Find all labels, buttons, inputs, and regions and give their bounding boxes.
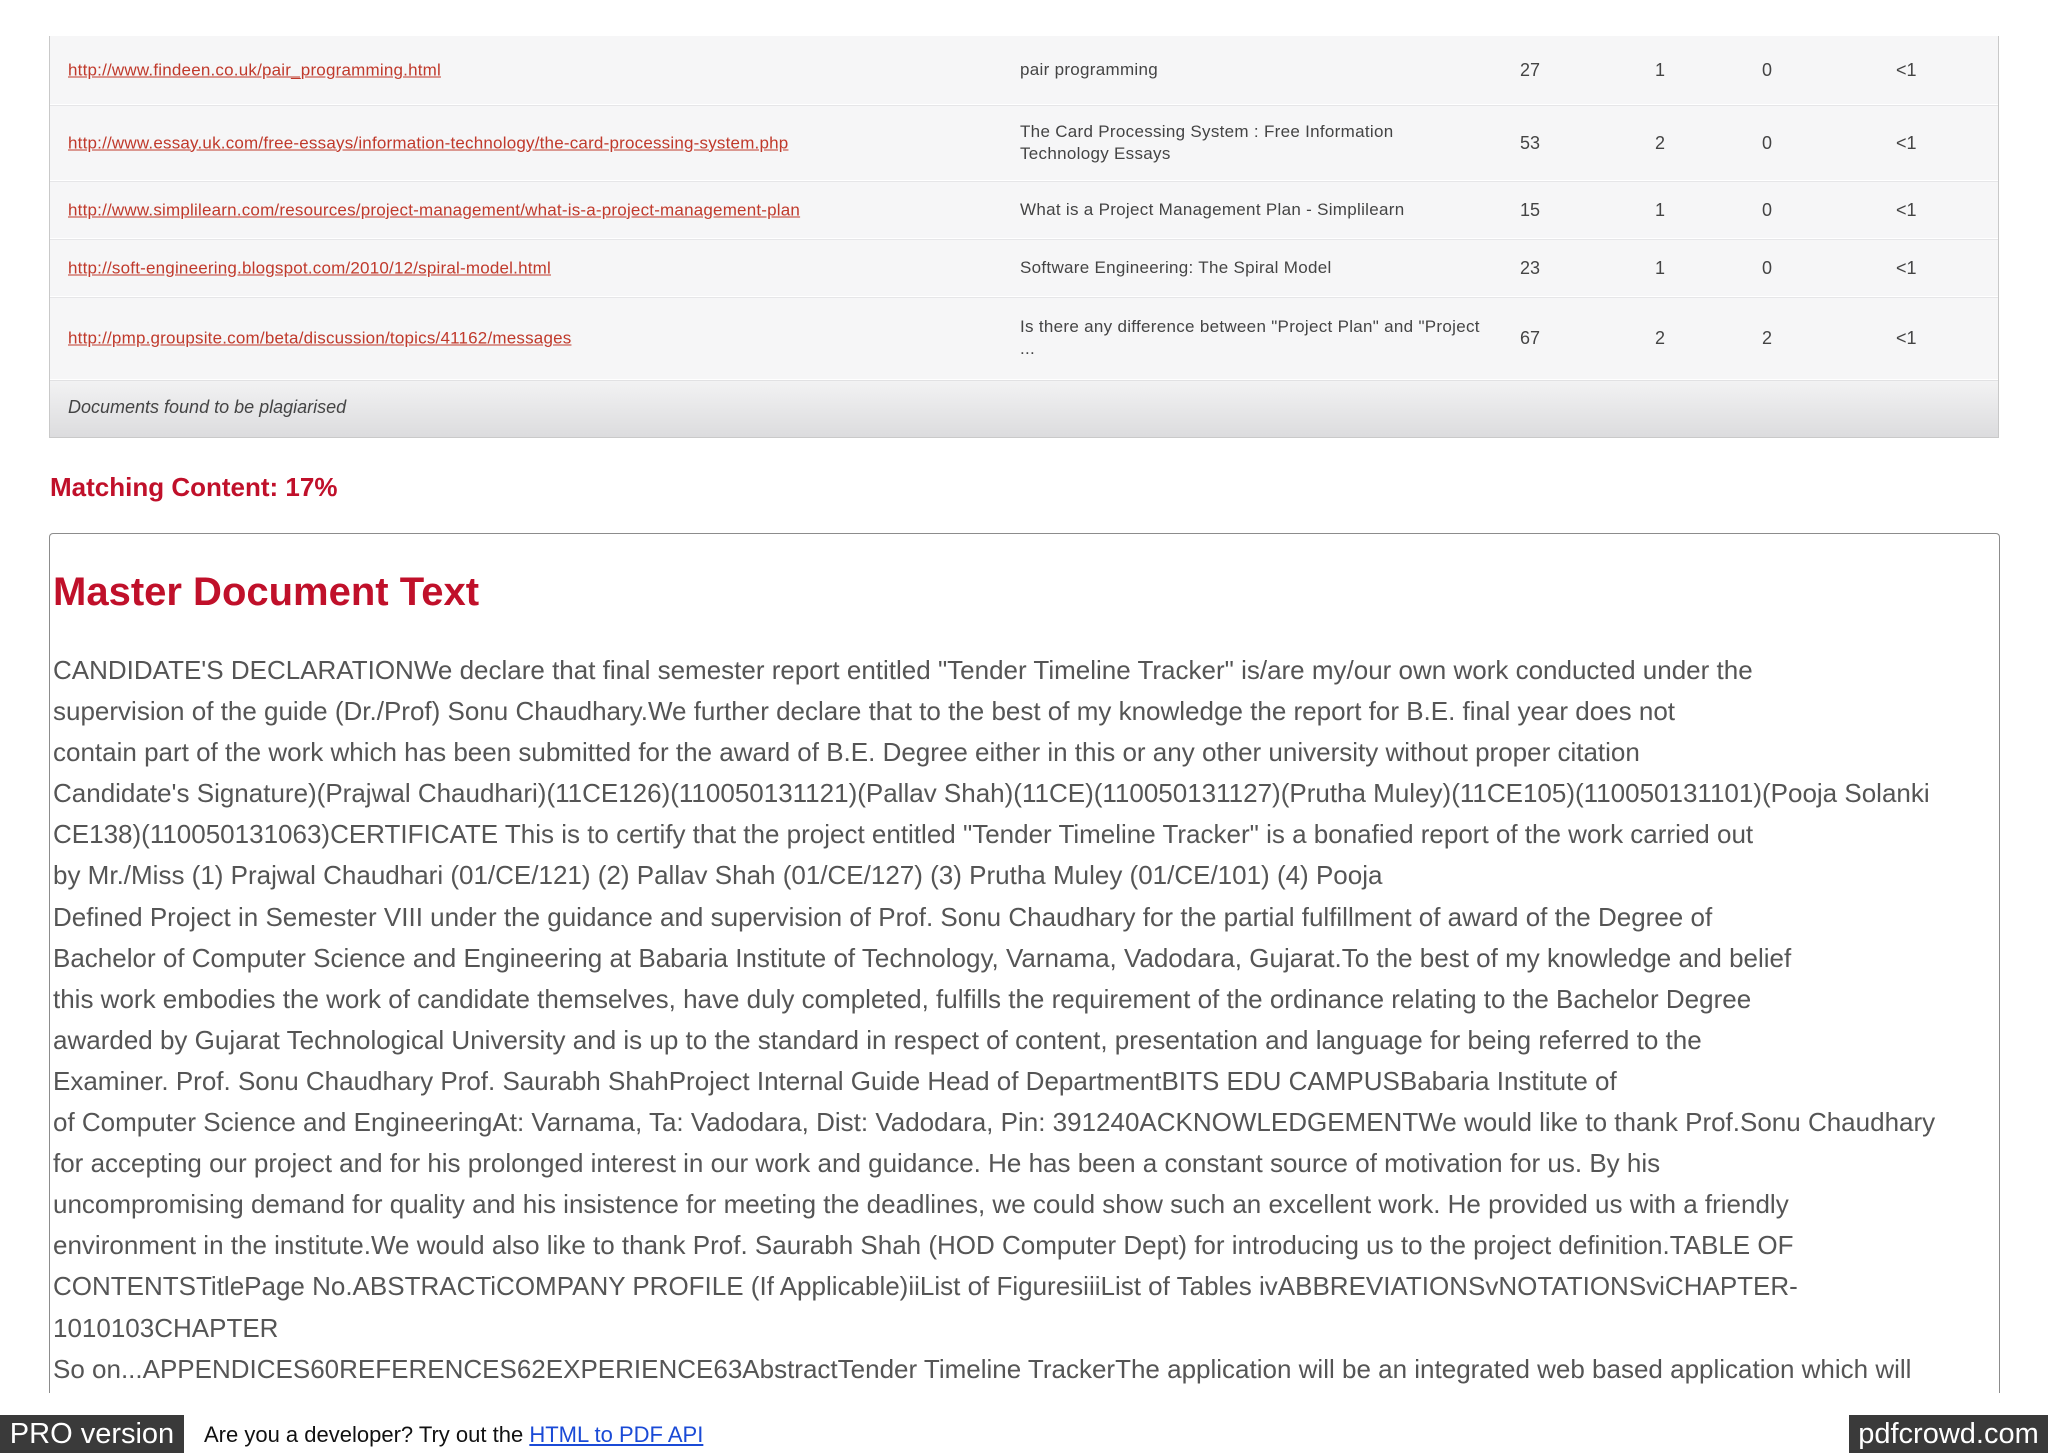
- master-document-heading: Master Document Text: [53, 570, 480, 614]
- text-line: CONTENTSTitlePage No.ABSTRACTiCOMPANY PROFILE (If Applicable)iiList of FiguresiiiList of Tables ivABBREVIATIONSvNOTATIONSviCHAPTER-: [53, 1271, 1798, 1302]
- source-url-link[interactable]: http://www.findeen.co.uk/pair_programming.html: [68, 60, 441, 80]
- results-table: [50, 36, 1998, 380]
- source-url-link[interactable]: http://www.simplilearn.com/resources/project-management/what-is-a-project-management-plan: [68, 200, 801, 219]
- text-line: this work embodies the work of candidate themselves, have duly completed, fulfills the requirement of the ordinance relating to the Bachelor Degree: [53, 983, 1752, 1014]
- text-line: for accepting our project and for his prolonged interest in our work and guidance. He has been a constant source of motivation for us. By his: [53, 1148, 1661, 1179]
- source-url-link[interactable]: http://soft-engineering.blogspot.com/2010/12/spiral-model.html: [68, 258, 551, 277]
- cell-value: 0: [1762, 60, 1773, 80]
- cell-value: 0: [1762, 257, 1773, 278]
- matching-content-percentage: Matching Content: 17%: [50, 472, 338, 502]
- table-row: [50, 297, 1998, 380]
- source-title: Is there any difference between "Project Plan" and "Project ...: [1020, 317, 1480, 358]
- cell-value: 2: [1655, 328, 1666, 348]
- text-line: by Mr./Miss (1) Prajwal Chaudhari (01/CE/121) (2) Pallav Shah (01/CE/127) (3) Prutha Muley (01/CE/101) (4) Pooja: [53, 860, 1383, 891]
- cell-value: <1: [1896, 132, 1917, 153]
- text-line: Examiner. Prof. Sonu Chaudhary Prof. Saurabh ShahProject Internal Guide Head of DepartmentBITS EDU CAMPUSBabaria Institute of: [53, 1065, 1617, 1096]
- cell-value: 2: [1762, 328, 1773, 348]
- text-line: awarded by Gujarat Technological University and is up to the standard in respect of content, presentation and language for being referred to the: [53, 1024, 1702, 1055]
- text-line: CANDIDATE'S DECLARATIONWe declare that final semester report entitled "Tender Timeline Tracker" is/are my/our own work conducted under the: [53, 655, 1753, 685]
- text-line: environment in the institute.We would also like to thank Prof. Saurabh Shah (HOD Computer Dept) for introducing us to the project definition.TABLE OF: [53, 1230, 1794, 1261]
- master-document-panel: [49, 533, 2000, 1393]
- table-row: [50, 36, 1998, 105]
- source-title: What is a Project Management Plan - Simplilearn: [1020, 199, 1405, 219]
- cell-value: <1: [1896, 257, 1917, 278]
- source-title: pair programming: [1020, 60, 1159, 79]
- table-footer: [50, 380, 1998, 437]
- source-url-link[interactable]: http://www.essay.uk.com/free-essays/information-technology/the-card-processing-system.php: [68, 133, 789, 152]
- table-row: [50, 181, 1998, 239]
- text-line: Candidate's Signature)(Prajwal Chaudhari)(11CE126)(110050131121)(Pallav Shah)(11CE)(110050131127)(Prutha Muley)(11CE105)(110050131101)(Pooja Solanki: [53, 778, 1930, 809]
- text-line: of Computer Science and EngineeringAt: Varnama, Ta: Vadodara, Dist: Vadodara, Pin: 391240ACKNOWLEDGEMENTWe would like to thank Prof.Sonu Chaudhary: [53, 1107, 1936, 1138]
- pro-version-badge: PRO version: [0, 1415, 184, 1453]
- developer-promo: [204, 1422, 703, 1448]
- source-title: Software Engineering: The Spiral Model: [1020, 257, 1332, 277]
- cell-value: 0: [1762, 132, 1773, 153]
- plagiarism-results-panel: [49, 36, 1999, 438]
- cell-value: <1: [1896, 60, 1917, 80]
- cell-value: 1: [1655, 199, 1666, 220]
- html-to-pdf-api-link[interactable]: HTML to PDF API: [529, 1422, 704, 1447]
- text-line: So on...APPENDICES60REFERENCES62EXPERIENCE63AbstractTender Timeline TrackerThe application will be an integrated web based application which will: [53, 1353, 1912, 1384]
- table-row: [50, 239, 1998, 297]
- source-title: The Card Processing System : Free Information Technology Essays: [1020, 121, 1394, 163]
- master-document-text: [53, 650, 1935, 1390]
- cell-value: <1: [1896, 199, 1917, 220]
- cell-value: 15: [1520, 199, 1541, 220]
- cell-value: 27: [1520, 60, 1541, 80]
- cell-value: 23: [1520, 257, 1541, 278]
- source-url-link[interactable]: http://pmp.groupsite.com/beta/discussion/topics/41162/messages: [68, 328, 572, 348]
- text-line: uncompromising demand for quality and his insistence for meeting the deadlines, we could show such an excellent work. He provided us with a friendly: [53, 1189, 1789, 1220]
- pdfcrowd-brand[interactable]: pdfcrowd.com: [1849, 1415, 2048, 1453]
- table-row: [50, 105, 1998, 181]
- cell-value: <1: [1896, 328, 1917, 348]
- text-line: contain part of the work which has been submitted for the award of B.E. Degree either in this or any other university without proper citation: [53, 737, 1640, 768]
- cell-value: 53: [1520, 132, 1541, 153]
- developer-promo-text: Are you a developer? Try out the: [204, 1422, 524, 1447]
- cell-value: 1: [1655, 257, 1666, 278]
- text-line: CE138)(110050131063)CERTIFICATE This is to certify that the project entitled "Tender Timeline Tracker" is a bonafied report of the work carried out: [53, 819, 1754, 850]
- cell-value: 2: [1655, 132, 1666, 153]
- text-line: supervision of the guide (Dr./Prof) Sonu Chaudhary.We further declare that to the best of my knowledge the report for B.E. final year does not: [53, 696, 1676, 727]
- cell-value: 0: [1762, 199, 1773, 220]
- text-line: Defined Project in Semester VIII under the guidance and supervision of Prof. Sonu Chaudhary for the partial fulfillment of award of the Degree of: [53, 901, 1713, 932]
- text-line: Bachelor of Computer Science and Engineering at Babaria Institute of Technology, Varnama, Vadodara, Gujarat.To the best of my knowledge and belief: [53, 942, 1792, 973]
- text-line: 1010103CHAPTER: [53, 1312, 279, 1343]
- table-caption: Documents found to be plagiarised: [68, 397, 347, 417]
- cell-value: 67: [1520, 328, 1541, 348]
- cell-value: 1: [1655, 60, 1666, 80]
